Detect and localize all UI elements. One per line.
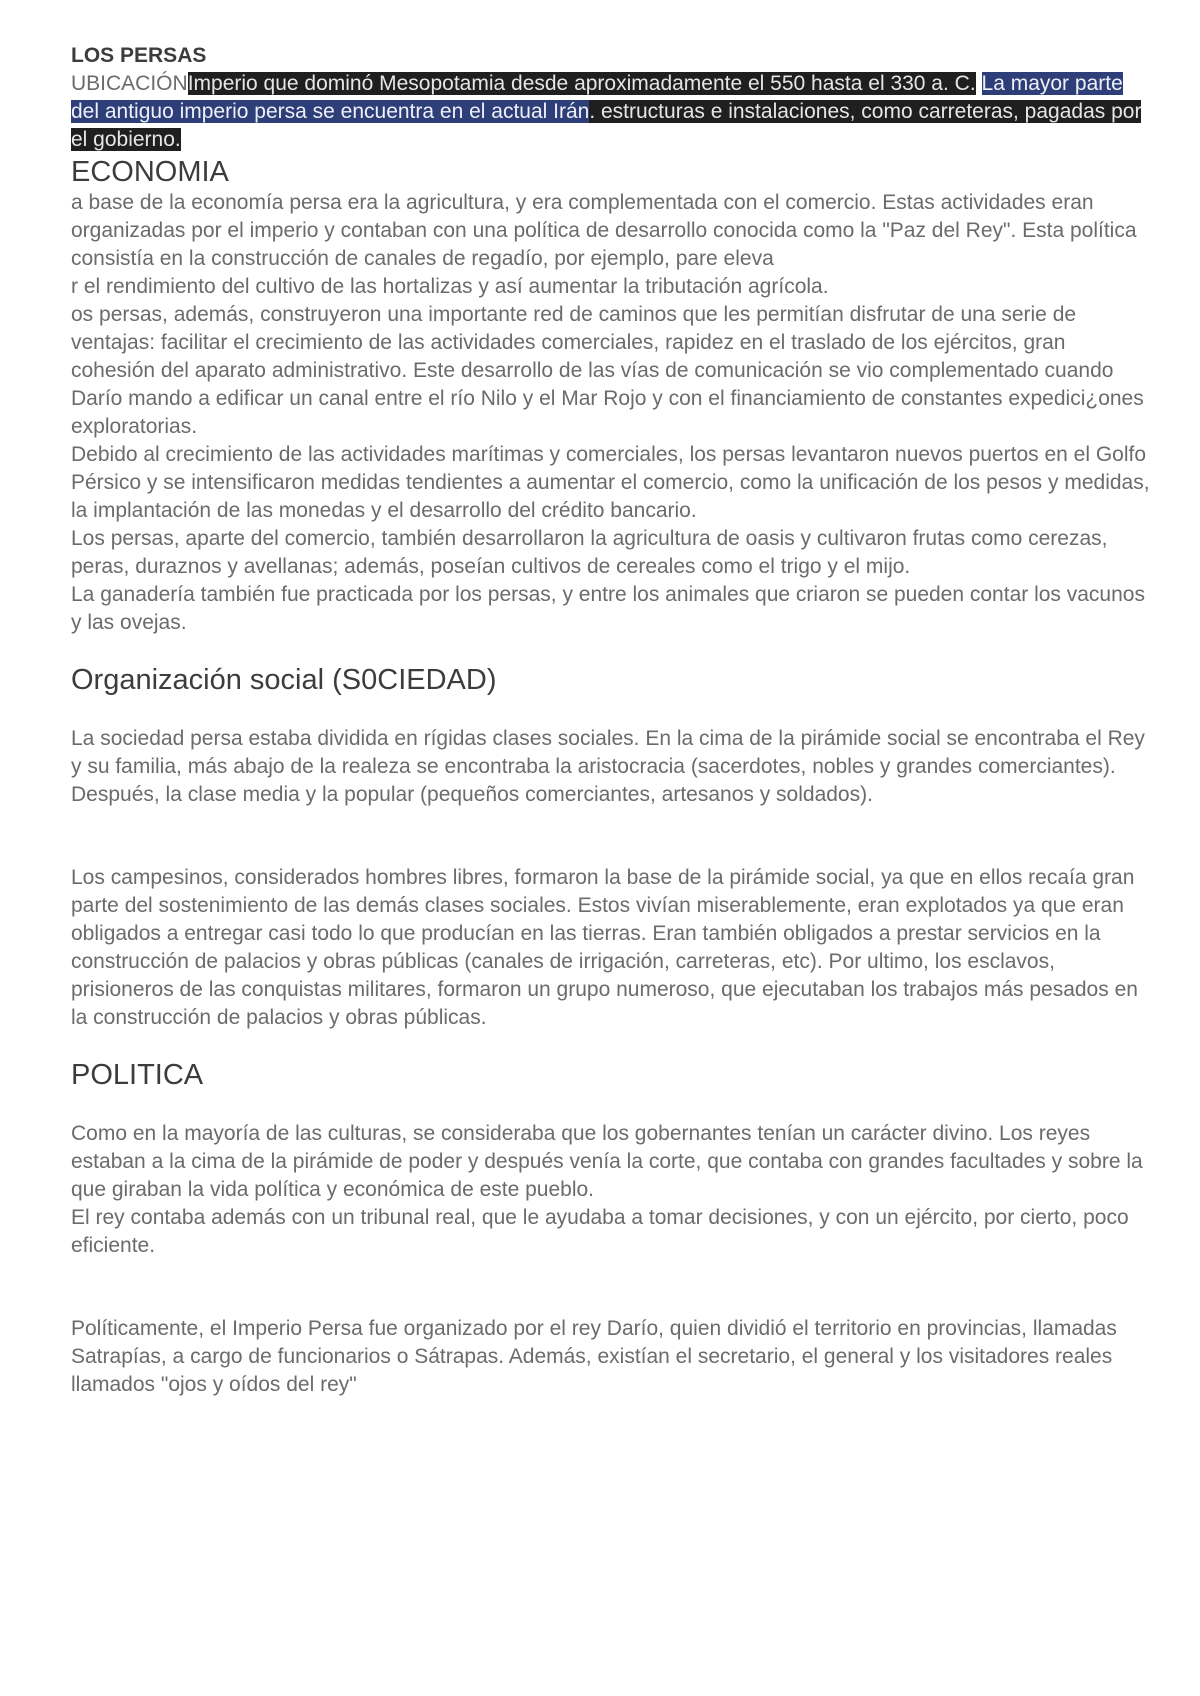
economia-paragraph-6: La ganadería también fue practicada por los persas, y entre los animales que criaron se pueden contar los vacunos y las ovejas. (71, 583, 1145, 634)
economia-paragraph-2: r el rendimiento del cultivo de las hortalizas y así aumentar la tributación agrícola. (71, 275, 829, 298)
politica-heading: POLITICA (71, 1059, 204, 1091)
highlighted-text-dark[interactable]: Imperio que dominó Mesopotamia desde aproximadamente el 550 hasta el 330 a. C. (187, 72, 976, 95)
highlighted-text-dark-2[interactable]: . estructuras e instalaciones, como carreteras, pagadas por el gobierno. (71, 100, 1142, 151)
economia-heading: ECONOMIA (71, 156, 229, 188)
economia-paragraph-1: a base de la economía persa era la agricultura, y era complementada con el comercio. Estas actividades eran organizadas por el imperio y contaban con una política de desarrollo conocida como la "Paz del Rey". Esta política consistía en la construcción de canales de regadío, por ejemplo, pare eleva (71, 191, 1137, 270)
economia-paragraph-3: os persas, además, construyeron una importante red de caminos que les permitían disfrutar de una serie de ventajas: facilitar el crecimiento de las actividades comerciales, rapidez en el traslado de los ejércitos, gran cohesión del aparato administrativo. Este desarrollo de las vías de comunicación se vio complementado cuando Darío mando a edificar un canal entre el río Nilo y el Mar Rojo y con el financiamiento de constantes expedici¿ones exploratorias. (71, 303, 1144, 438)
ubicacion-paragraph (71, 70, 1151, 154)
blank-line (71, 837, 1151, 864)
blank-line (71, 1260, 1151, 1288)
sociedad-paragraph-2: Los campesinos, considerados hombres libres, formaron la base de la pirámide social, ya que en ellos recaía gran parte del sostenimiento de las demás clases sociales. Estos vivían miserablemente, eran explotados ya que eran obligados a entregar casi todo lo que producían en las tierras. Eran también obligados a prestar servicios en la construcción de palacios y obras públicas (canales de irrigación, carreteras, etc). Por ultimo, los esclavos, prisioneros de las conquistas militares, formaron un grupo numeroso, que ejecutaban los trabajos más pesados en la construcción de palacios y obras públicas. (71, 866, 1138, 1029)
blank-line (71, 1092, 1151, 1120)
politica-paragraph-2: El rey contaba además con un tribunal real, que le ayudaba a tomar decisiones, y con un ejército, por cierto, poco eficiente. (71, 1206, 1129, 1257)
politica-paragraph-1: Como en la mayoría de las culturas, se consideraba que los gobernantes tenían un carácter divino. Los reyes estaban a la cima de la pirámide de poder y después venía la corte, que contaba con grandes facultades y sobre la que giraban la vida política y económica de este pueblo. (71, 1122, 1143, 1201)
economia-paragraph-4: Debido al crecimiento de las actividades marítimas y comerciales, los persas levantaron nuevos puertos en el Golfo Pérsico y se intensificaron medidas tendientes a aumentar el comercio, como la unificación de los pesos y medidas, la implantación de las monedas y el desarrollo del crédito bancario. (71, 443, 1150, 522)
economia-paragraph-5: Los persas, aparte del comercio, también desarrollaron la agricultura de oasis y cultivaron frutas como cerezas, peras, duraznos y avellanas; además, poseían cultivos de cereales como el trigo y el mijo. (71, 527, 1108, 578)
document-title: LOS PERSAS (71, 44, 207, 67)
blank-line (71, 1288, 1151, 1315)
blank-line (71, 697, 1151, 725)
document-body (71, 42, 1151, 1399)
ubicacion-label: UBICACIÓN (71, 72, 188, 95)
highlighted-text-selected[interactable]: La mayor parte del antiguo imperio persa se encuentra en el actual Irán (71, 72, 1123, 123)
politica-paragraph-3: Políticamente, el Imperio Persa fue organizado por el rey Darío, quien dividió el territorio en provincias, llamadas Satrapías, a cargo de funcionarios o Sátrapas. Además, existían el secretario, el general y los visitadores reales llamados "ojos y oídos del rey" (71, 1317, 1117, 1396)
blank-line (71, 809, 1151, 837)
sociedad-heading: Organización social (S0CIEDAD) (71, 664, 497, 696)
sociedad-paragraph-1: La sociedad persa estaba dividida en rígidas clases sociales. En la cima de la pirámide social se encontraba el Rey y su familia, más abajo de la realeza se encontraba la aristocracia (sacerdotes, nobles y grandes comerciantes). Después, la clase media y la popular (pequeños comerciantes, artesanos y soldados). (71, 727, 1145, 806)
